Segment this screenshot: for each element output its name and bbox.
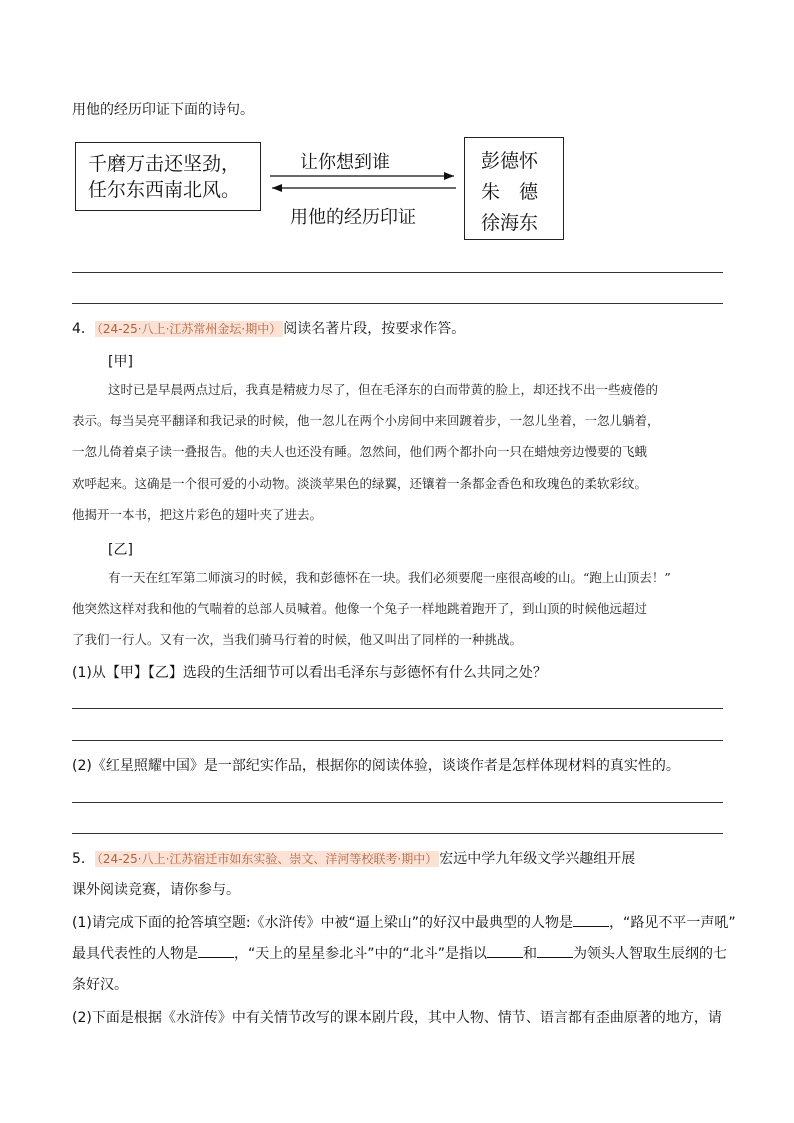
question-5-sub-2: (2)下面是根据《水浒传》中有关情节改写的课本剧片段，其中人物、情节、语言都有歪曲原著的地方，请: [72, 1010, 722, 1026]
question-4-sub-1: (1)从【甲】【乙】选段的生活细节可以看出毛泽东与彭德怀有什么共同之处？: [72, 665, 547, 681]
arrow-top-label: 让你想到谁: [300, 152, 390, 173]
blank-input[interactable]: [487, 943, 523, 958]
question-5-sub-1-line-3: 条好汉。: [72, 977, 128, 993]
answer-line: [72, 303, 723, 304]
question-number: 4．: [72, 321, 95, 337]
double-arrow-icon: [268, 170, 458, 194]
excerpt-jia-line: 这时已是早晨两点过后，我真是精疲力尽了，但在毛泽东的白而带黄的脸上，却还找不出一些疲倦的: [108, 382, 659, 397]
name-peng-dehuai: 彭德怀: [481, 150, 539, 172]
excerpt-jia-line: 他揭开一本书，把这片彩色的翅叶夹了进去。: [72, 507, 323, 522]
question-4-header: [72, 319, 465, 339]
question-source: （24-25·八上·江苏常州金坛·期中）: [96, 322, 282, 336]
excerpt-yi-line: 他突然这样对我和他的气喘着的总部人员喊着。他像一个兔子一样地跳着跑开了，到山顶的时候他远超过: [72, 601, 648, 616]
answer-line: [72, 833, 723, 834]
answer-line: [72, 272, 723, 273]
blank-input[interactable]: [537, 943, 573, 958]
excerpt-jia-line: 欢呼起来。这确是一个很可爱的小动物。淡淡苹果色的绿翼，还镶着一条都金香色和玫瑰色的柔软彩纹。: [72, 476, 648, 491]
question-prompt: 宏远中学九年级文学兴趣组开展: [439, 851, 636, 867]
question-5-line-2: 课外阅读竞赛，请你参与。: [72, 882, 240, 898]
question-5-sub-1-line-1: (1)请完成下面的抢答填空题:《水浒传》中被“逼上梁山”的好汉中最典型的人物是 ，“路见不平一声吼”: [72, 912, 736, 933]
excerpt-jia-tag: [甲]: [108, 354, 133, 370]
question-5-header: [72, 849, 635, 869]
poem-box: [75, 142, 261, 211]
excerpt-yi-tag: [乙]: [108, 542, 133, 558]
name-xu-haidong: 徐海东: [481, 212, 539, 234]
question-prompt: 阅读名著片段，按要求作答。: [283, 321, 466, 337]
question-source: （24-25·八上·江苏宿迁市如东实验、崇文、洋河等校联考·期中）: [96, 852, 438, 866]
poem-line-2: 任尔东西南北风。: [88, 179, 241, 201]
question-number: 5．: [72, 851, 95, 867]
excerpt-yi-line: 有一天在红军第二师演习的时候，我和彭德怀在一块。我们必须要爬一座很高峻的山。“跑上山顶去！”: [108, 570, 671, 585]
blank-input[interactable]: [198, 943, 234, 958]
poem-line-1: 千磨万击还坚劲，: [88, 153, 241, 175]
question-5-sub-1-line-2: 最具代表性的人物是 ，“天上的星星参北斗”中的“北斗”是指以 和 为领头人智取生辰纲的七: [72, 943, 727, 964]
answer-line: [72, 802, 723, 803]
arrow-bottom-label: 用他的经历印证: [290, 207, 416, 228]
answer-line: [72, 708, 723, 709]
intro-text: 用他的经历印证下面的诗句。: [72, 102, 254, 118]
names-box: [464, 137, 564, 240]
answer-line: [72, 740, 723, 741]
excerpt-yi-line: 了我们一行人。又有一次，当我们骑马行着的时候，他又叫出了同样的一种挑战。: [72, 632, 523, 647]
excerpt-jia-line: 表示。每当吴亮平翻译和我记录的时候，他一忽儿在两个小房间中来回踱着步，一忽儿坐着，一忽儿躺着，: [72, 413, 660, 428]
question-4-sub-2: (2)《红星照耀中国》是一部纪实作品，根据你的阅读体验，谈谈作者是怎样体现材料的真实性的。: [72, 758, 680, 774]
excerpt-jia-line: 一忽儿倚着桌子读一叠报告。他的夫人也还没有睡。忽然间，他们两个都扑向一只在蜡烛旁边慢要的飞蛾: [72, 444, 648, 459]
name-zhu-de: 朱 德: [481, 181, 539, 203]
blank-input[interactable]: [573, 912, 609, 927]
